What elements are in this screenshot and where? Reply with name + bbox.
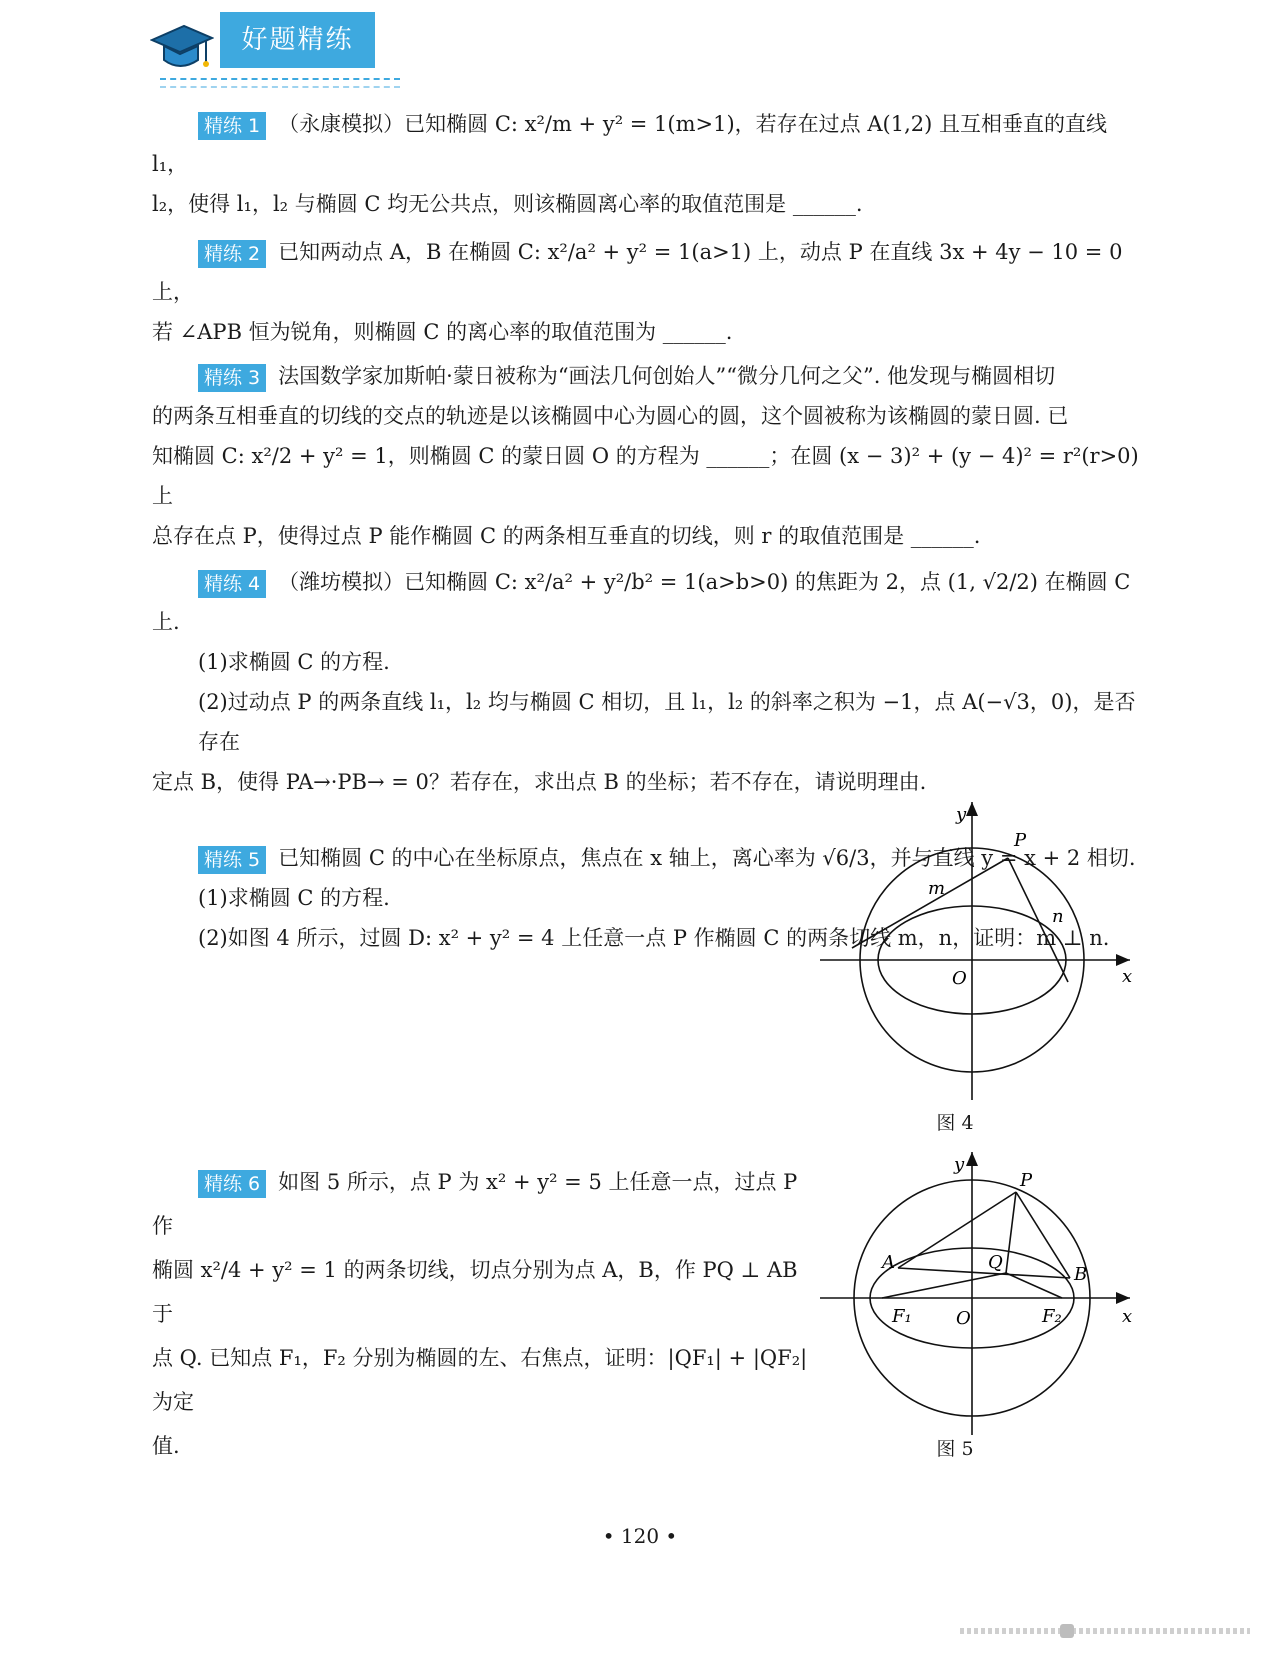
problem-line: 的两条互相垂直的切线的交点的轨迹是以该椭圆中心为圆心的圆，这个圆被称为该椭圆的蒙日圆. 已 [152,404,1069,428]
problem-line: 椭圆 x²/4 + y² = 1 的两条切线，切点分别为点 A，B，作 PQ ⊥ AB 于 [152,1258,798,1326]
problem-6 [152,1160,812,1468]
axis-label-x: x [1122,966,1133,987]
section-header [150,10,420,82]
problem-line: （潍坊模拟）已知椭圆 C: x²/a² + y²/b² = 1(a>b>0) 的焦距为 2，点 (1, √2/2) 在椭圆 C 上. [152,570,1131,634]
problem-tag: 精练 3 [198,364,266,392]
problem-4-part-1: (1)求椭圆 C 的方程. [198,650,390,674]
problem-5-part-1: (1)求椭圆 C 的方程. [198,886,390,910]
problem-line: 法国数学家加斯帕·蒙日被称为“画法几何创始人”“微分几何之父”. 他发现与椭圆相切 [278,364,1056,388]
problem-line: 点 Q. 已知点 F₁，F₂ 分别为椭圆的左、右焦点，证明：|QF₁| + |QF₂| 为定 [152,1346,808,1414]
figure-4 [820,800,1150,1135]
line-label-n: n [1052,906,1064,927]
problem-line: 已知椭圆 C 的中心在坐标原点，焦点在 x 轴上，离心率为 √6/3，并与直线 y = x + 2 相切. [278,846,1136,870]
figure-4-caption: 图 4 [936,1112,974,1134]
point-label-b: B [1074,1264,1088,1285]
problem-line: 总存在点 P，使得过点 P 能作椭圆 C 的两条相互垂直的切线，则 r 的取值范围是 ______. [152,524,981,548]
problem-line: （永康模拟）已知椭圆 C: x²/m + y² = 1(m>1)，若存在过点 A(1,2) 且互相垂直的直线 l₁， [152,112,1107,176]
problem-tag: 精练 1 [198,112,266,140]
axis-label-y: y [956,804,967,825]
origin-label: O [952,968,967,989]
figure-4-diagram [820,800,1150,1110]
point-label-f2: F₂ [1042,1306,1062,1327]
section-title: 好题精练 [220,12,375,68]
problem-line: 已知两动点 A，B 在椭圆 C: x²/a² + y² = 1(a>1) 上，动点 P 在直线 3x + 4y − 10 = 0 上， [152,240,1123,304]
problem-2 [152,232,1148,352]
scroll-indicator[interactable] [960,1624,1250,1638]
problem-line: 知椭圆 C: x²/2 + y² = 1，则椭圆 C 的蒙日圆 O 的方程为 ______；在圆 (x − 3)² + (y − 4)² = r²(r>0) 上 [152,444,1139,508]
figure-5-diagram [820,1150,1150,1440]
header-divider-2 [160,86,400,88]
axis-label-y: y [954,1154,965,1175]
problem-4-part-2-cont: 定点 B，使得 PA→·PB→ = 0？若存在，求出点 B 的坐标；若不存在，请说明理由. [152,770,927,794]
page-number: • 120 • [602,1524,678,1548]
problem-4 [152,562,1148,642]
point-label-q: Q [988,1252,1003,1273]
problem-line: 若 ∠APB 恒为锐角，则椭圆 C 的离心率的取值范围为 ______. [152,320,733,344]
line-label-m: m [928,878,946,899]
graduation-cap-icon [150,16,214,76]
problem-line: 值. [152,1434,180,1458]
figure-5 [820,1150,1150,1461]
problem-tag: 精练 4 [198,570,266,598]
problem-5-part-2: (2)如图 4 所示，过圆 D: x² + y² = 4 上任意一点 P 作椭圆 C 的两条切线 m，n，证明：m ⊥ n. [198,926,1110,950]
origin-label: O [956,1308,971,1329]
problem-line: l₂，使得 l₁，l₂ 与椭圆 C 均无公共点，则该椭圆离心率的取值范围是 ______. [152,192,863,216]
problem-3 [152,356,1148,556]
point-label-a: A [882,1252,895,1273]
axis-label-x: x [1122,1306,1133,1327]
figure-5-caption: 图 5 [936,1438,974,1460]
problem-tag: 精练 5 [198,846,266,874]
header-divider [160,78,400,80]
point-label-p: P [1014,830,1027,851]
problem-line: 如图 5 所示，点 P 为 x² + y² = 5 上任意一点，过点 P 作 [152,1170,798,1238]
problem-1 [152,104,1148,224]
point-label-p: P [1020,1170,1033,1191]
problem-tag: 精练 2 [198,240,266,268]
problem-tag: 精练 6 [198,1170,266,1198]
problem-4-part-2: (2)过动点 P 的两条直线 l₁，l₂ 均与椭圆 C 相切，且 l₁，l₂ 的斜率之积为 −1，点 A(−√3，0)，是否存在 [198,690,1136,754]
point-label-f1: F₁ [892,1306,912,1327]
